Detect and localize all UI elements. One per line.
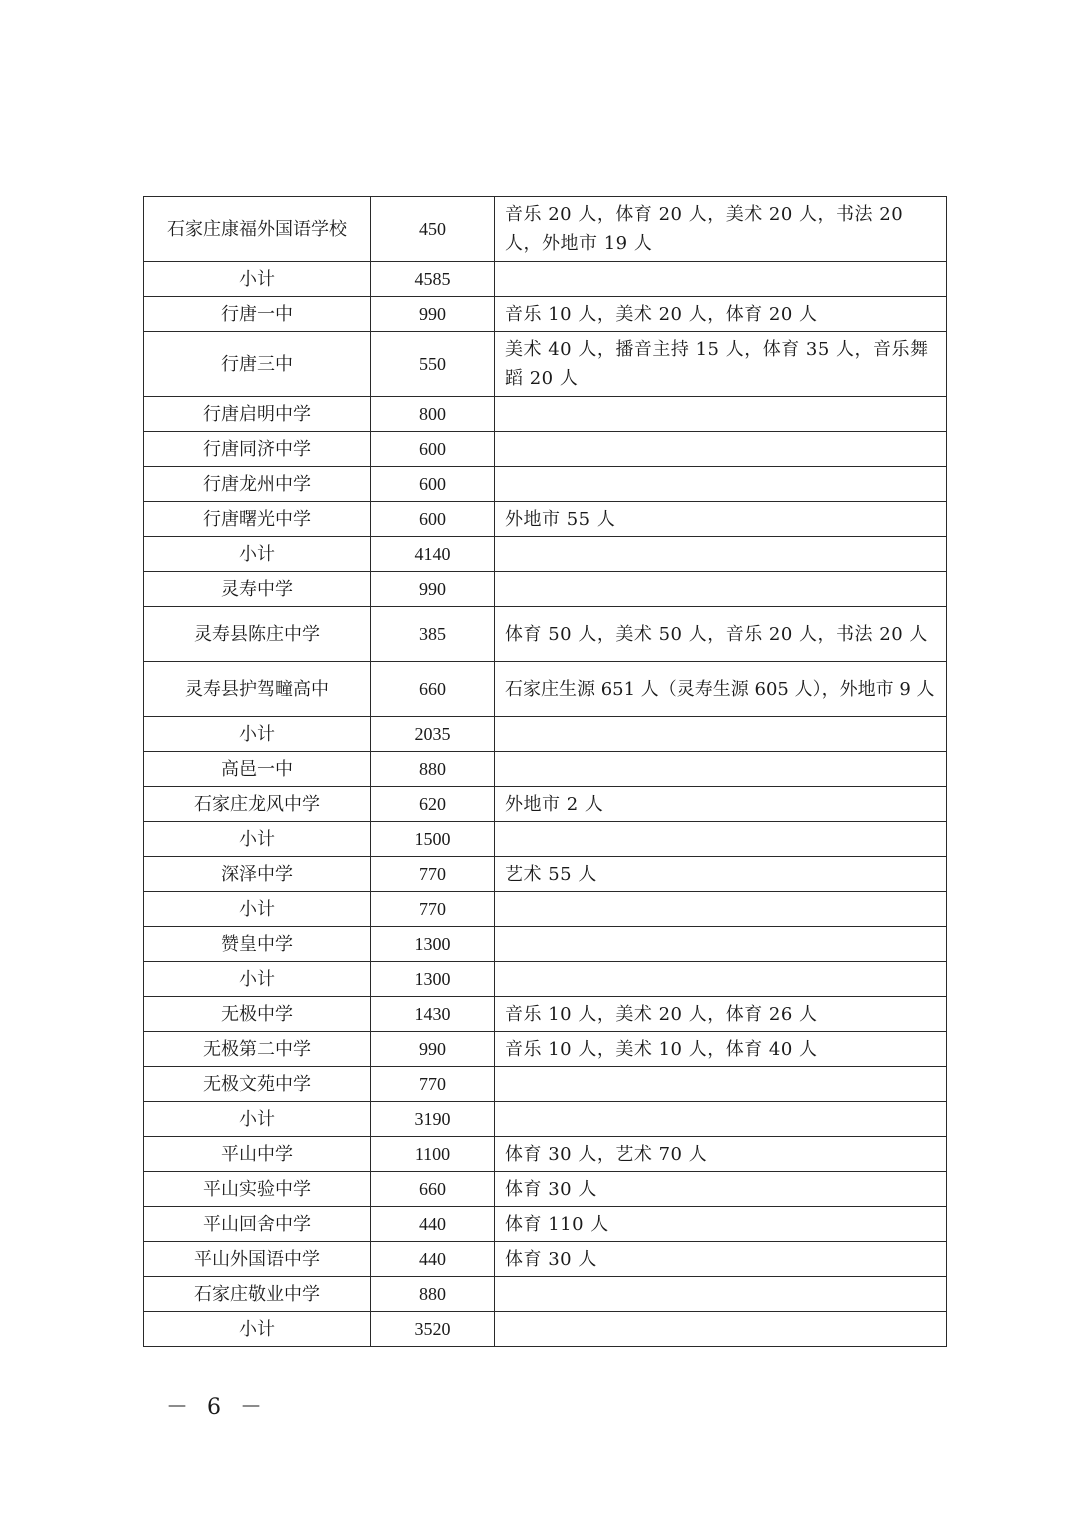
school-name-cell: 石家庄敬业中学 — [144, 1277, 371, 1312]
table-row — [144, 1277, 947, 1312]
plan-count-cell: 1300 — [371, 927, 495, 962]
plan-count-cell: 880 — [371, 752, 495, 787]
note-cell: 体育 110 人 — [495, 1207, 947, 1242]
plan-count-cell: 1500 — [371, 822, 495, 857]
table-row — [144, 297, 947, 332]
table-row — [144, 502, 947, 537]
table-row — [144, 1137, 947, 1172]
enrollment-table-body — [144, 197, 947, 1347]
school-name-cell: 平山实验中学 — [144, 1172, 371, 1207]
note-cell — [495, 962, 947, 997]
plan-count-cell: 600 — [371, 502, 495, 537]
school-name-cell: 平山中学 — [144, 1137, 371, 1172]
table-row — [144, 332, 947, 397]
plan-count-cell: 600 — [371, 467, 495, 502]
school-name-cell: 行唐三中 — [144, 332, 371, 397]
plan-count-cell: 770 — [371, 857, 495, 892]
table-row — [144, 607, 947, 662]
school-name-cell: 石家庄龙风中学 — [144, 787, 371, 822]
note-cell — [495, 432, 947, 467]
plan-count-cell: 990 — [371, 297, 495, 332]
table-row — [144, 1032, 947, 1067]
note-cell: 体育 50 人，美术 50 人，音乐 20 人，书法 20 人 — [495, 607, 947, 662]
plan-count-cell: 550 — [371, 332, 495, 397]
school-name-cell: 小计 — [144, 717, 371, 752]
school-name-cell: 灵寿县陈庄中学 — [144, 607, 371, 662]
table-row — [144, 962, 947, 997]
school-name-cell: 行唐同济中学 — [144, 432, 371, 467]
plan-count-cell: 770 — [371, 1067, 495, 1102]
table-row — [144, 997, 947, 1032]
table-row — [144, 1172, 947, 1207]
note-cell: 音乐 20 人，体育 20 人，美术 20 人，书法 20 人，外地市 19 人 — [495, 197, 947, 262]
plan-count-cell: 4585 — [371, 262, 495, 297]
school-name-cell: 石家庄康福外国语学校 — [144, 197, 371, 262]
plan-count-cell: 990 — [371, 1032, 495, 1067]
table-row — [144, 1067, 947, 1102]
note-cell — [495, 717, 947, 752]
school-name-cell: 行唐龙州中学 — [144, 467, 371, 502]
note-cell — [495, 1277, 947, 1312]
school-name-cell: 无极第二中学 — [144, 1032, 371, 1067]
note-cell — [495, 822, 947, 857]
plan-count-cell: 770 — [371, 892, 495, 927]
note-cell: 体育 30 人，艺术 70 人 — [495, 1137, 947, 1172]
plan-count-cell: 3190 — [371, 1102, 495, 1137]
note-cell: 音乐 10 人，美术 10 人，体育 40 人 — [495, 1032, 947, 1067]
plan-count-cell: 1300 — [371, 962, 495, 997]
note-cell: 艺术 55 人 — [495, 857, 947, 892]
school-name-cell: 灵寿中学 — [144, 572, 371, 607]
plan-count-cell: 660 — [371, 662, 495, 717]
table-row — [144, 397, 947, 432]
note-cell: 音乐 10 人，美术 20 人，体育 26 人 — [495, 997, 947, 1032]
school-name-cell: 赞皇中学 — [144, 927, 371, 962]
plan-count-cell: 880 — [371, 1277, 495, 1312]
plan-count-cell: 800 — [371, 397, 495, 432]
note-cell: 外地市 55 人 — [495, 502, 947, 537]
table-row — [144, 467, 947, 502]
table-row — [144, 197, 947, 262]
plan-count-cell: 4140 — [371, 537, 495, 572]
table-row — [144, 717, 947, 752]
table-row — [144, 432, 947, 467]
page-number: － 6 － — [166, 1395, 268, 1420]
table-row — [144, 1242, 947, 1277]
plan-count-cell: 990 — [371, 572, 495, 607]
note-cell — [495, 1312, 947, 1347]
school-name-cell: 小计 — [144, 962, 371, 997]
table-row — [144, 752, 947, 787]
plan-count-cell: 2035 — [371, 717, 495, 752]
note-cell: 体育 30 人 — [495, 1172, 947, 1207]
note-cell — [495, 572, 947, 607]
plan-count-cell: 1100 — [371, 1137, 495, 1172]
note-cell — [495, 262, 947, 297]
school-name-cell: 小计 — [144, 1312, 371, 1347]
enrollment-table — [143, 196, 947, 1347]
plan-count-cell: 1430 — [371, 997, 495, 1032]
table-row — [144, 1207, 947, 1242]
note-cell: 音乐 10 人，美术 20 人，体育 20 人 — [495, 297, 947, 332]
table-row — [144, 892, 947, 927]
note-cell — [495, 397, 947, 432]
note-cell: 美术 40 人，播音主持 15 人，体育 35 人，音乐舞蹈 20 人 — [495, 332, 947, 397]
school-name-cell: 平山回舍中学 — [144, 1207, 371, 1242]
table-row — [144, 262, 947, 297]
school-name-cell: 小计 — [144, 1102, 371, 1137]
table-row — [144, 1102, 947, 1137]
school-name-cell: 行唐一中 — [144, 297, 371, 332]
table-row — [144, 537, 947, 572]
school-name-cell: 平山外国语中学 — [144, 1242, 371, 1277]
plan-count-cell: 620 — [371, 787, 495, 822]
table-row — [144, 1312, 947, 1347]
school-name-cell: 小计 — [144, 537, 371, 572]
school-name-cell: 小计 — [144, 892, 371, 927]
school-name-cell: 小计 — [144, 822, 371, 857]
plan-count-cell: 3520 — [371, 1312, 495, 1347]
note-cell — [495, 927, 947, 962]
school-name-cell: 灵寿县护驾疃高中 — [144, 662, 371, 717]
plan-count-cell: 440 — [371, 1207, 495, 1242]
note-cell — [495, 537, 947, 572]
note-cell — [495, 892, 947, 927]
school-name-cell: 小计 — [144, 262, 371, 297]
school-name-cell: 行唐曙光中学 — [144, 502, 371, 537]
table-row — [144, 927, 947, 962]
note-cell: 体育 30 人 — [495, 1242, 947, 1277]
school-name-cell: 深泽中学 — [144, 857, 371, 892]
table-row — [144, 787, 947, 822]
table-row — [144, 662, 947, 717]
note-cell — [495, 1102, 947, 1137]
plan-count-cell: 600 — [371, 432, 495, 467]
plan-count-cell: 660 — [371, 1172, 495, 1207]
note-cell — [495, 752, 947, 787]
table-row — [144, 822, 947, 857]
school-name-cell: 无极文苑中学 — [144, 1067, 371, 1102]
school-name-cell: 高邑一中 — [144, 752, 371, 787]
note-cell — [495, 467, 947, 502]
table-row — [144, 857, 947, 892]
plan-count-cell: 440 — [371, 1242, 495, 1277]
table-row — [144, 572, 947, 607]
plan-count-cell: 450 — [371, 197, 495, 262]
school-name-cell: 无极中学 — [144, 997, 371, 1032]
note-cell — [495, 1067, 947, 1102]
note-cell: 外地市 2 人 — [495, 787, 947, 822]
note-cell: 石家庄生源 651 人（灵寿生源 605 人），外地市 9 人 — [495, 662, 947, 717]
plan-count-cell: 385 — [371, 607, 495, 662]
school-name-cell: 行唐启明中学 — [144, 397, 371, 432]
